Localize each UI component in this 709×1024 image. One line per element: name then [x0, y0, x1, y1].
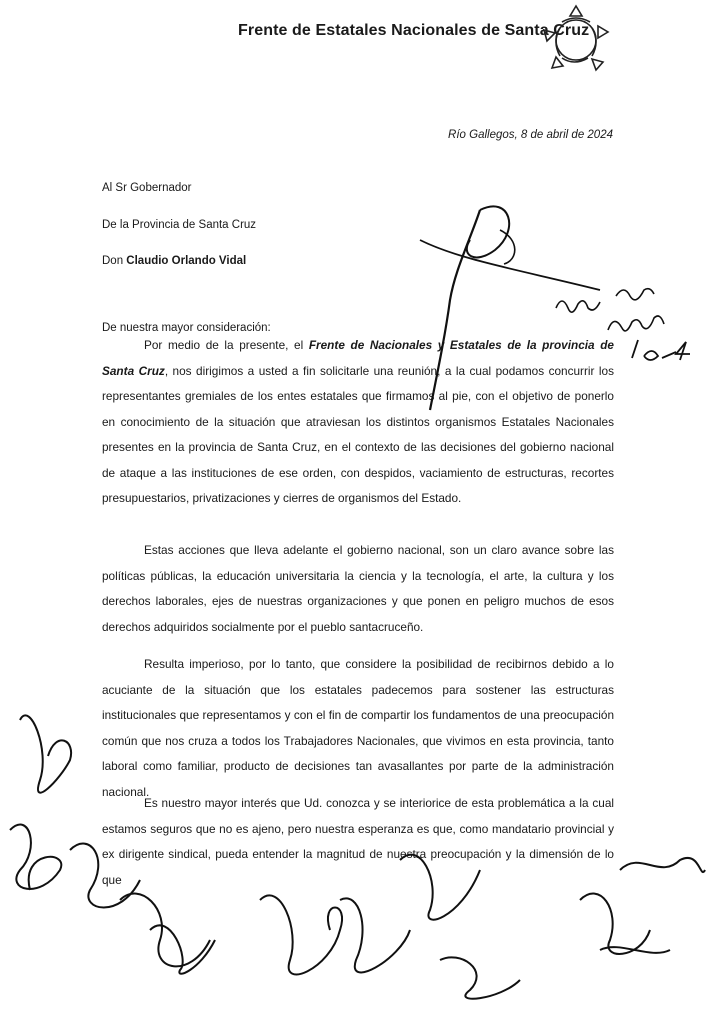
paragraph-1-intro: Por medio de la presente, el — [144, 338, 309, 352]
signature-6 — [260, 895, 342, 974]
signature-2 — [10, 825, 61, 890]
signature-9 — [440, 957, 520, 998]
letterhead-title: Frente de Estatales Nacionales de Santa Cruz — [238, 22, 590, 39]
recipient-prefix: Don — [102, 255, 127, 267]
hands-circle-logo — [538, 2, 614, 78]
signature-1 — [20, 715, 71, 792]
paragraph-3: Resulta imperioso, por lo tanto, que considere la posibilidad de recibirnos debido a lo acuciante de la situación que los estatales padecemos para sostener las estructuras institucionales que representamos y con el fin de compartir los fundamentos de una preocupación común que nos cruza a todos los Trabajadores Nacionales, que vivimos en esta provincia, tanto laboral como familiar, producto de decisiones tan avasallantes por parte de la administración nacional. — [102, 657, 614, 799]
signature-11 — [620, 858, 705, 872]
signature-10 — [580, 894, 650, 954]
paragraph-1-organization: Frente de Nacionales y Estatales de la provincia de Santa Cruz — [102, 338, 614, 378]
paragraph-4: Es nuestro mayor interés que Ud. conozca y se interiorice de esta problemática a la cual estamos seguros que no es ajeno, pero nuestra esperanza es que, como mandatario provincial y ex dirigente sindical, pueda entender la magnitud de nuestra preocupación y la dimensión de lo que — [102, 796, 614, 887]
signature-5 — [150, 925, 215, 973]
signature-7 — [340, 898, 410, 972]
signature-4 — [120, 894, 210, 967]
paragraph-2: Estas acciones que lleva adelante el gobierno nacional, son un claro avance sobre las políticas públicas, la educación universitaria la ciencia y la tecnología, el arte, la cultura y los derechos laborales, ejes de nuestras organizaciones y que ponen en peligro muchos de esos derechos adquiridos socialmente por el pueblo santacruceño. — [102, 543, 614, 634]
handwritten-received-note — [548, 268, 698, 368]
greeting: De nuestra mayor consideración: — [102, 322, 271, 334]
paragraph-1-rest: , nos dirigimos a usted a fin solicitarle una reunión, a la cual podamos concurrir los representantes gremiales de los entes estatales que firmamos al pie, con el objetivo de ponerlo en conocimiento de la situación que atraviesan los distintos organismos Estatales Nacionales presentes en la provincia de Santa Cruz, en el contexto de las decisiones del gobierno nacional de ataque a las instituciones de ese orden, con despidos, vaciamiento de estructuras, recortes presupuestarios, privatizaciones y cierres de organismos del Estado. — [102, 363, 614, 505]
recipient-line-1: Al Sr Gobernador — [102, 182, 192, 194]
recipient-name: Claudio Orlando Vidal — [126, 255, 247, 267]
recipient-line-3 — [102, 255, 246, 267]
paragraph-1 — [102, 333, 614, 512]
recipient-line-2: De la Provincia de Santa Cruz — [102, 219, 257, 231]
signature-12 — [600, 947, 670, 953]
date-line: Río Gallegos, 8 de abril de 2024 — [448, 129, 613, 141]
